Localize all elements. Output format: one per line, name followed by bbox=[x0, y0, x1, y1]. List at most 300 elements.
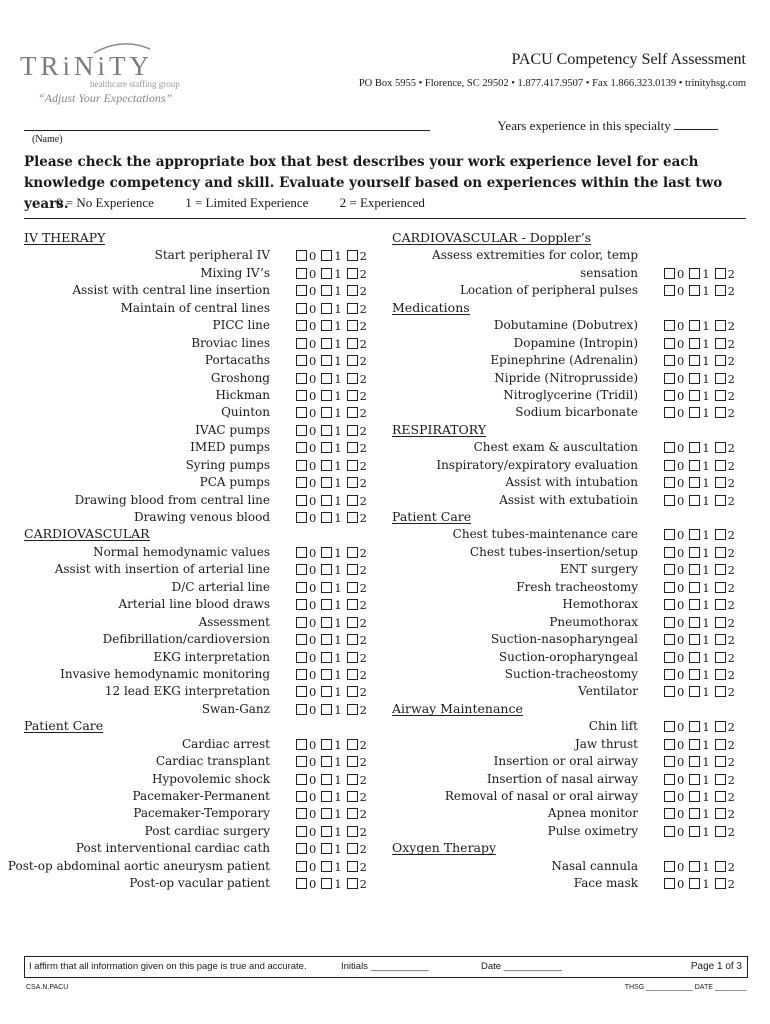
rating-checkbox-2[interactable] bbox=[347, 861, 358, 872]
rating-checkbox-0[interactable] bbox=[664, 407, 675, 418]
competency-row bbox=[24, 544, 374, 561]
rating-checkboxes bbox=[296, 424, 372, 438]
rating-checkbox-1[interactable] bbox=[321, 704, 332, 715]
rating-checkbox-0[interactable] bbox=[296, 617, 307, 628]
competency-row bbox=[392, 614, 742, 631]
date-field[interactable]: Date ___________ bbox=[481, 961, 562, 972]
rating-checkbox-1[interactable] bbox=[689, 721, 700, 732]
rating-value: 1 bbox=[334, 615, 342, 630]
rating-checkbox-0[interactable] bbox=[664, 268, 675, 279]
rating-checkbox-0[interactable] bbox=[664, 338, 675, 349]
rating-value: 1 bbox=[334, 493, 342, 508]
rating-value: 1 bbox=[334, 301, 342, 316]
rating-checkbox-1[interactable] bbox=[321, 390, 332, 401]
rating-checkbox-0[interactable] bbox=[296, 878, 307, 889]
rating-checkboxes bbox=[296, 773, 372, 787]
competency-label: Suction-oropharyngeal bbox=[498, 649, 638, 664]
rating-checkbox-0[interactable] bbox=[296, 704, 307, 715]
rating-checkbox-1[interactable] bbox=[321, 355, 332, 366]
rating-checkbox-1[interactable] bbox=[689, 390, 700, 401]
competency-label: Pacemaker-Permanent bbox=[132, 789, 270, 803]
competency-row bbox=[392, 631, 742, 648]
rating-checkbox-0[interactable] bbox=[664, 878, 675, 889]
rating-checkbox-0[interactable] bbox=[296, 495, 307, 506]
competency-label: Chest tubes-insertion/setup bbox=[469, 544, 638, 559]
rating-checkbox-1[interactable] bbox=[689, 739, 700, 750]
rating-checkbox-1[interactable] bbox=[689, 599, 700, 610]
rating-checkbox-0[interactable] bbox=[296, 285, 307, 296]
competency-row bbox=[24, 317, 374, 334]
rating-checkbox-0[interactable] bbox=[664, 599, 675, 610]
rating-checkbox-2[interactable] bbox=[715, 686, 726, 697]
rating-checkbox-2[interactable] bbox=[715, 861, 726, 872]
rating-checkbox-1[interactable] bbox=[321, 460, 332, 471]
rating-checkbox-1[interactable] bbox=[689, 652, 700, 663]
rating-checkbox-1[interactable] bbox=[689, 460, 700, 471]
rating-checkbox-1[interactable] bbox=[689, 826, 700, 837]
rating-checkbox-1[interactable] bbox=[321, 791, 332, 802]
rating-value: 0 bbox=[309, 249, 317, 264]
rating-checkbox-1[interactable] bbox=[321, 617, 332, 628]
rating-checkbox-0[interactable] bbox=[664, 826, 675, 837]
rating-checkbox-2[interactable] bbox=[715, 495, 726, 506]
rating-checkbox-0[interactable] bbox=[296, 774, 307, 785]
rating-checkbox-1[interactable] bbox=[321, 512, 332, 523]
rating-checkbox-0[interactable] bbox=[296, 268, 307, 279]
rating-checkbox-2[interactable] bbox=[715, 268, 726, 279]
rating-checkbox-1[interactable] bbox=[689, 373, 700, 384]
rating-checkbox-0[interactable] bbox=[296, 599, 307, 610]
rating-value: 1 bbox=[702, 737, 710, 752]
rating-checkbox-0[interactable] bbox=[296, 669, 307, 680]
rating-checkbox-2[interactable] bbox=[347, 808, 358, 819]
rating-checkbox-2[interactable] bbox=[347, 547, 358, 558]
rating-value: 0 bbox=[677, 336, 685, 351]
rating-checkbox-0[interactable] bbox=[664, 617, 675, 628]
rating-checkbox-0[interactable] bbox=[664, 547, 675, 558]
competency-row bbox=[392, 875, 742, 892]
rating-checkbox-2[interactable] bbox=[715, 739, 726, 750]
competency-label: Quinton bbox=[221, 405, 270, 420]
rating-value: 2 bbox=[359, 790, 367, 804]
rating-checkboxes bbox=[296, 459, 372, 473]
competency-label: IVAC pumps bbox=[195, 422, 270, 437]
rating-value: 0 bbox=[309, 441, 317, 456]
trinity-logo bbox=[20, 45, 200, 106]
rating-checkbox-1[interactable] bbox=[321, 425, 332, 436]
rating-checkbox-0[interactable] bbox=[296, 250, 307, 261]
competency-label: Syring pumps bbox=[185, 457, 270, 472]
rating-checkbox-1[interactable] bbox=[689, 564, 700, 575]
competency-row bbox=[392, 753, 742, 770]
rating-checkbox-2[interactable] bbox=[715, 634, 726, 645]
competency-row bbox=[392, 317, 742, 334]
rating-checkbox-0[interactable] bbox=[296, 460, 307, 471]
rating-checkbox-2[interactable] bbox=[715, 407, 726, 418]
rating-checkbox-2[interactable] bbox=[715, 599, 726, 610]
rating-checkbox-1[interactable] bbox=[689, 442, 700, 453]
rating-checkbox-2[interactable] bbox=[715, 582, 726, 593]
rating-checkbox-1[interactable] bbox=[689, 285, 700, 296]
rating-value: 1 bbox=[702, 284, 710, 299]
rating-checkbox-1[interactable] bbox=[689, 791, 700, 802]
rating-checkbox-1[interactable] bbox=[321, 320, 332, 331]
rating-checkboxes bbox=[664, 616, 740, 630]
rating-checkbox-2[interactable] bbox=[347, 774, 358, 785]
competency-label: Inspiratory/expiratory evaluation bbox=[436, 457, 638, 472]
rating-checkbox-1[interactable] bbox=[321, 878, 332, 889]
rating-checkbox-0[interactable] bbox=[296, 338, 307, 349]
rating-value: 0 bbox=[309, 650, 317, 665]
rating-checkbox-1[interactable] bbox=[689, 477, 700, 488]
rating-value: 0 bbox=[677, 737, 685, 752]
competency-label: Nasal cannula bbox=[551, 858, 638, 873]
rating-checkbox-2[interactable] bbox=[347, 599, 358, 610]
rating-checkbox-1[interactable] bbox=[689, 268, 700, 279]
rating-value: 0 bbox=[677, 493, 685, 508]
rating-checkbox-2[interactable] bbox=[347, 442, 358, 453]
rating-checkbox-1[interactable] bbox=[689, 547, 700, 558]
rating-checkbox-0[interactable] bbox=[296, 355, 307, 366]
rating-checkbox-0[interactable] bbox=[664, 495, 675, 506]
rating-checkbox-0[interactable] bbox=[296, 390, 307, 401]
rating-checkbox-2[interactable] bbox=[715, 652, 726, 663]
rating-checkbox-1[interactable] bbox=[321, 495, 332, 506]
rating-checkbox-2[interactable] bbox=[347, 617, 358, 628]
rating-checkbox-2[interactable] bbox=[715, 547, 726, 558]
rating-checkbox-2[interactable] bbox=[347, 756, 358, 767]
rating-checkbox-0[interactable] bbox=[296, 564, 307, 575]
rating-value: 0 bbox=[677, 807, 685, 822]
rating-checkbox-1[interactable] bbox=[321, 303, 332, 314]
rating-checkboxes bbox=[296, 825, 372, 839]
rating-checkbox-0[interactable] bbox=[664, 686, 675, 697]
rating-checkbox-2[interactable] bbox=[715, 355, 726, 366]
rating-checkbox-2[interactable] bbox=[347, 791, 358, 802]
rating-checkbox-2[interactable] bbox=[715, 285, 726, 296]
rating-checkbox-0[interactable] bbox=[664, 390, 675, 401]
rating-checkbox-0[interactable] bbox=[296, 826, 307, 837]
rating-checkboxes bbox=[296, 267, 372, 281]
rating-checkbox-1[interactable] bbox=[321, 268, 332, 279]
competency-row bbox=[24, 422, 374, 439]
rating-checkbox-2[interactable] bbox=[347, 303, 358, 314]
rating-checkbox-2[interactable] bbox=[347, 739, 358, 750]
rating-checkbox-1[interactable] bbox=[321, 407, 332, 418]
rating-checkbox-2[interactable] bbox=[715, 373, 726, 384]
rating-value: 2 bbox=[727, 319, 735, 334]
rating-checkbox-0[interactable] bbox=[296, 512, 307, 523]
rating-value: 0 bbox=[677, 824, 685, 839]
rating-checkbox-1[interactable] bbox=[689, 407, 700, 418]
rating-value: 0 bbox=[309, 772, 317, 787]
rating-checkbox-1[interactable] bbox=[689, 320, 700, 331]
rating-checkbox-2[interactable] bbox=[347, 686, 358, 697]
rating-checkbox-1[interactable] bbox=[321, 338, 332, 349]
rating-checkbox-0[interactable] bbox=[664, 652, 675, 663]
rating-value: 0 bbox=[309, 493, 317, 508]
rating-value: 0 bbox=[677, 371, 685, 386]
rating-checkbox-0[interactable] bbox=[296, 861, 307, 872]
rating-checkbox-0[interactable] bbox=[664, 756, 675, 767]
competency-row bbox=[392, 649, 742, 666]
rating-checkbox-1[interactable] bbox=[321, 547, 332, 558]
rating-checkbox-0[interactable] bbox=[664, 320, 675, 331]
rating-checkbox-0[interactable] bbox=[296, 407, 307, 418]
rating-checkbox-0[interactable] bbox=[296, 652, 307, 663]
rating-checkbox-2[interactable] bbox=[347, 460, 358, 471]
competency-row bbox=[24, 614, 374, 631]
rating-checkbox-1[interactable] bbox=[689, 669, 700, 680]
rating-checkbox-2[interactable] bbox=[347, 320, 358, 331]
rating-checkbox-1[interactable] bbox=[689, 686, 700, 697]
rating-checkbox-0[interactable] bbox=[664, 861, 675, 872]
rating-checkbox-0[interactable] bbox=[664, 582, 675, 593]
rating-checkbox-2[interactable] bbox=[347, 285, 358, 296]
rating-checkbox-2[interactable] bbox=[347, 338, 358, 349]
competency-label: Assist with extubatioin bbox=[499, 492, 638, 507]
rating-checkbox-2[interactable] bbox=[347, 512, 358, 523]
rating-checkbox-0[interactable] bbox=[664, 477, 675, 488]
competency-label: Ventilator bbox=[578, 684, 638, 699]
rating-checkbox-1[interactable] bbox=[321, 634, 332, 645]
rating-checkbox-2[interactable] bbox=[347, 477, 358, 488]
rating-checkbox-2[interactable] bbox=[715, 460, 726, 471]
rating-checkbox-1[interactable] bbox=[321, 582, 332, 593]
rating-checkbox-1[interactable] bbox=[321, 826, 332, 837]
rating-checkbox-2[interactable] bbox=[715, 529, 726, 540]
rating-checkbox-0[interactable] bbox=[664, 808, 675, 819]
rating-checkbox-2[interactable] bbox=[347, 425, 358, 436]
rating-checkbox-1[interactable] bbox=[321, 652, 332, 663]
rating-checkbox-0[interactable] bbox=[664, 564, 675, 575]
rating-checkboxes bbox=[664, 720, 740, 734]
rating-checkbox-1[interactable] bbox=[321, 861, 332, 872]
rating-value: 2 bbox=[727, 476, 735, 491]
rating-checkbox-2[interactable] bbox=[347, 652, 358, 663]
rating-checkbox-2[interactable] bbox=[347, 373, 358, 384]
rating-checkbox-1[interactable] bbox=[689, 617, 700, 628]
rating-value: 2 bbox=[359, 423, 367, 438]
years-experience-field[interactable] bbox=[497, 118, 718, 134]
rating-checkbox-2[interactable] bbox=[715, 669, 726, 680]
divider bbox=[24, 218, 746, 219]
rating-checkbox-1[interactable] bbox=[321, 250, 332, 261]
rating-checkboxes bbox=[296, 249, 372, 263]
rating-checkbox-2[interactable] bbox=[347, 564, 358, 575]
rating-checkbox-0[interactable] bbox=[664, 739, 675, 750]
rating-checkboxes bbox=[664, 284, 740, 298]
rating-checkbox-2[interactable] bbox=[715, 442, 726, 453]
rating-checkbox-1[interactable] bbox=[321, 686, 332, 697]
rating-value: 1 bbox=[702, 371, 710, 386]
competency-row bbox=[392, 352, 742, 369]
rating-checkbox-1[interactable] bbox=[689, 338, 700, 349]
rating-checkbox-1[interactable] bbox=[321, 477, 332, 488]
rating-value: 2 bbox=[359, 807, 367, 822]
rating-checkbox-0[interactable] bbox=[664, 669, 675, 680]
name-field[interactable] bbox=[24, 130, 430, 131]
rating-value: 0 bbox=[677, 615, 685, 630]
rating-checkbox-2[interactable] bbox=[715, 338, 726, 349]
rating-checkbox-1[interactable] bbox=[321, 285, 332, 296]
initials-field[interactable]: Initials ___________ bbox=[341, 961, 429, 972]
rating-checkbox-1[interactable] bbox=[321, 669, 332, 680]
competency-label: Pneumothorax bbox=[549, 614, 638, 629]
rating-checkbox-2[interactable] bbox=[715, 477, 726, 488]
rating-checkbox-0[interactable] bbox=[664, 355, 675, 366]
right-column bbox=[392, 230, 742, 893]
competency-row bbox=[392, 736, 742, 753]
rating-checkbox-2[interactable] bbox=[347, 390, 358, 401]
rating-checkbox-2[interactable] bbox=[715, 878, 726, 889]
rating-checkboxes bbox=[664, 319, 740, 333]
rating-checkbox-0[interactable] bbox=[296, 373, 307, 384]
rating-value: 0 bbox=[309, 406, 317, 421]
rating-checkbox-1[interactable] bbox=[321, 774, 332, 785]
rating-checkbox-0[interactable] bbox=[664, 442, 675, 453]
rating-checkbox-0[interactable] bbox=[296, 634, 307, 645]
rating-checkbox-2[interactable] bbox=[715, 756, 726, 767]
rating-checkbox-1[interactable] bbox=[321, 373, 332, 384]
rating-checkbox-2[interactable] bbox=[347, 407, 358, 418]
rating-checkbox-2[interactable] bbox=[347, 843, 358, 854]
rating-checkbox-2[interactable] bbox=[347, 826, 358, 837]
rating-checkbox-2[interactable] bbox=[715, 826, 726, 837]
rating-checkbox-0[interactable] bbox=[296, 843, 307, 854]
competency-label: Chin lift bbox=[588, 719, 638, 734]
rating-checkbox-0[interactable] bbox=[664, 285, 675, 296]
rating-value: 1 bbox=[702, 458, 710, 473]
rating-checkbox-2[interactable] bbox=[715, 721, 726, 732]
competency-row bbox=[392, 492, 742, 509]
rating-checkbox-1[interactable] bbox=[689, 878, 700, 889]
rating-checkbox-0[interactable] bbox=[296, 425, 307, 436]
rating-checkbox-2[interactable] bbox=[347, 495, 358, 506]
rating-checkbox-0[interactable] bbox=[296, 547, 307, 558]
thsg-date-field[interactable]: THSG ____________ DATE ________ bbox=[624, 984, 746, 991]
rating-checkbox-1[interactable] bbox=[689, 634, 700, 645]
rating-checkboxes bbox=[296, 406, 372, 420]
rating-checkbox-2[interactable] bbox=[347, 669, 358, 680]
competency-row bbox=[392, 596, 742, 613]
rating-checkbox-0[interactable] bbox=[296, 756, 307, 767]
rating-checkbox-1[interactable] bbox=[321, 442, 332, 453]
rating-checkboxes bbox=[296, 337, 372, 351]
rating-checkbox-0[interactable] bbox=[296, 582, 307, 593]
rating-checkbox-0[interactable] bbox=[296, 808, 307, 819]
rating-checkbox-1[interactable] bbox=[321, 564, 332, 575]
rating-checkbox-0[interactable] bbox=[664, 460, 675, 471]
rating-value: 1 bbox=[702, 615, 710, 630]
rating-value: 2 bbox=[727, 772, 735, 787]
rating-checkbox-0[interactable] bbox=[664, 774, 675, 785]
rating-checkbox-2[interactable] bbox=[715, 320, 726, 331]
affirmation-box bbox=[24, 956, 748, 978]
rating-value: 1 bbox=[702, 493, 710, 508]
rating-value: 1 bbox=[702, 807, 710, 822]
competency-label: Assist with intubation bbox=[505, 475, 638, 490]
rating-checkbox-0[interactable] bbox=[664, 791, 675, 802]
rating-checkbox-1[interactable] bbox=[689, 529, 700, 540]
competency-row bbox=[24, 265, 374, 282]
rating-checkbox-1[interactable] bbox=[689, 774, 700, 785]
competency-label: Removal of nasal or oral airway bbox=[444, 789, 638, 803]
rating-checkbox-0[interactable] bbox=[664, 373, 675, 384]
rating-checkbox-2[interactable] bbox=[347, 268, 358, 279]
rating-checkbox-1[interactable] bbox=[689, 861, 700, 872]
rating-checkbox-2[interactable] bbox=[715, 617, 726, 628]
rating-value: 0 bbox=[309, 685, 317, 700]
years-experience-blank[interactable] bbox=[674, 129, 718, 130]
rating-checkbox-1[interactable] bbox=[321, 756, 332, 767]
competency-label: EKG interpretation bbox=[153, 649, 270, 664]
rating-checkbox-1[interactable] bbox=[321, 843, 332, 854]
rating-checkbox-1[interactable] bbox=[689, 495, 700, 506]
competency-label: Hemothorax bbox=[562, 597, 638, 612]
section-heading bbox=[392, 422, 742, 439]
rating-checkbox-2[interactable] bbox=[347, 582, 358, 593]
competency-label: Assist with central line insertion bbox=[72, 283, 270, 298]
rating-checkbox-0[interactable] bbox=[296, 686, 307, 697]
rating-checkboxes bbox=[664, 825, 740, 839]
rating-checkbox-0[interactable] bbox=[296, 320, 307, 331]
rating-value: 1 bbox=[702, 824, 710, 839]
rating-checkbox-2[interactable] bbox=[715, 390, 726, 401]
competency-row bbox=[24, 683, 374, 700]
rating-checkbox-1[interactable] bbox=[689, 355, 700, 366]
rating-checkbox-2[interactable] bbox=[715, 774, 726, 785]
rating-checkbox-2[interactable] bbox=[347, 250, 358, 261]
rating-checkbox-1[interactable] bbox=[321, 739, 332, 750]
rating-value: 0 bbox=[677, 720, 685, 735]
rating-value: 1 bbox=[334, 842, 342, 857]
rating-checkbox-0[interactable] bbox=[296, 477, 307, 488]
rating-checkbox-2[interactable] bbox=[715, 808, 726, 819]
rating-checkbox-1[interactable] bbox=[689, 808, 700, 819]
rating-value: 0 bbox=[309, 737, 317, 752]
rating-value: 1 bbox=[702, 580, 710, 595]
rating-checkbox-0[interactable] bbox=[296, 303, 307, 314]
rating-checkbox-2[interactable] bbox=[347, 355, 358, 366]
rating-checkbox-1[interactable] bbox=[689, 582, 700, 593]
rating-checkbox-0[interactable] bbox=[664, 529, 675, 540]
rating-value: 1 bbox=[702, 388, 710, 403]
rating-checkbox-1[interactable] bbox=[689, 756, 700, 767]
rating-checkbox-2[interactable] bbox=[715, 564, 726, 575]
rating-checkbox-0[interactable] bbox=[296, 442, 307, 453]
rating-checkbox-0[interactable] bbox=[664, 721, 675, 732]
competency-label: Suction-nasopharyngeal bbox=[490, 632, 638, 647]
rating-checkbox-2[interactable] bbox=[347, 878, 358, 889]
rating-checkbox-1[interactable] bbox=[321, 599, 332, 610]
rating-checkbox-2[interactable] bbox=[715, 791, 726, 802]
rating-value: 0 bbox=[309, 667, 317, 682]
section-heading-text: CARDIOVASCULAR - Doppler’s bbox=[392, 230, 592, 245]
rating-value: 2 bbox=[359, 580, 367, 595]
rating-checkbox-2[interactable] bbox=[347, 704, 358, 715]
rating-value: 2 bbox=[727, 807, 735, 822]
rating-value: 0 bbox=[309, 284, 317, 299]
rating-value: 1 bbox=[334, 511, 342, 525]
rating-checkbox-2[interactable] bbox=[347, 634, 358, 645]
rating-checkboxes bbox=[664, 372, 740, 386]
rating-checkbox-1[interactable] bbox=[321, 808, 332, 819]
competency-row bbox=[24, 788, 374, 805]
rating-checkbox-0[interactable] bbox=[296, 791, 307, 802]
rating-checkbox-0[interactable] bbox=[664, 634, 675, 645]
rating-checkbox-0[interactable] bbox=[296, 739, 307, 750]
